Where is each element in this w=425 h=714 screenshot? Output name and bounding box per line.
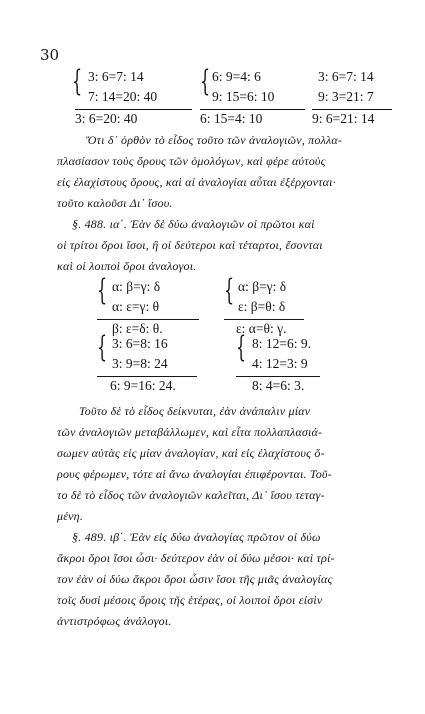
table2-left-result: β: ε=δ: θ.	[112, 321, 163, 336]
left-brace: {	[72, 64, 83, 98]
text-line: τῶν ἀναλογιῶν μεταβάλλωμεν, καὶ εἶτα πολλαπλασιά-	[57, 425, 323, 439]
table3-right-row-b: 4: 12=3: 9	[252, 356, 308, 371]
text-line: Ὅτι δ᾽ ὀρθὸν τὸ εἶδος τοῦτο τῶν ἀναλογιῶν, πολλα-	[86, 133, 343, 147]
table2-right-row-a: α: β=γ: δ	[238, 279, 287, 294]
page-number: 30	[40, 46, 60, 64]
text-line: ρους φέρωμεν, τότε αἱ ἄνω ἀναλογίαι ἐπιφέρονται. Τοῦ-	[57, 467, 332, 481]
table3-right-row-a: 8: 12=6: 9.	[252, 336, 311, 351]
text-line: Τοῦτο δὲ τὸ εἶδος δείκνυται, ἐὰν ἀνάπαλιν μίαν	[79, 404, 311, 418]
text-line: οἱ τρίτοι ὅροι ἴσοι, ἢ οἱ δεύτεροι καὶ τέταρτοι, ἔσονται	[57, 238, 323, 252]
table1-mid-row-b: 9: 15=6: 10	[212, 89, 275, 104]
table1-right-row-a: 3: 6=7: 14	[318, 69, 374, 84]
section-heading-489: §. 489. ιβ΄. Ἐὰν εἰς δύω ἀναλογίας πρῶτον οἱ δύω	[72, 530, 321, 544]
right-brace: {	[236, 330, 247, 364]
right-brace: {	[224, 273, 235, 307]
table2-left-row-b: α: ε=γ: θ	[112, 299, 160, 314]
middle-brace: {	[200, 64, 211, 98]
table1-left-result: 3: 6=20: 40	[75, 111, 138, 126]
table1-left-row-b: 7: 14=20: 40	[88, 89, 158, 104]
left-brace: {	[97, 330, 108, 364]
text-line: πλασίασον τοὺς ὅρους τῶν ὁμολόγων, καὶ φέρε αὐτοὺς	[57, 154, 326, 168]
text-line: ἀντιστρόφως ἀνάλογοι.	[57, 614, 172, 628]
table2-left-row-a: α: β=γ: δ	[112, 279, 161, 294]
table2-right-row-b: ε: β=θ: δ	[238, 299, 286, 314]
table3-left-row-b: 3: 9=8: 24	[112, 356, 168, 371]
table1-right-result: 9: 6=21: 14	[312, 111, 375, 126]
table1-right-row-b: 9: 3=21: 7	[318, 89, 374, 104]
text-line: καὶ οἱ λοιποὶ ὅροι ἀναλογοι.	[57, 259, 197, 273]
section-heading-488: §. 488. ια΄. Ἐὰν δὲ δύω ἀναλογιῶν οἱ πρῶτοι καὶ	[72, 217, 315, 231]
table1-mid-result: 6: 15=4: 10	[200, 111, 263, 126]
text-line: εἰς ἐλαχίστους ὅρους, καὶ αἱ ἀναλογίαι αὗται ἐξέρχονται·	[57, 175, 336, 189]
table1-left-row-a: 3: 6=7: 14	[88, 69, 144, 84]
text-line: τοῖς δυσὶ μέσοις ὅροις τῆς ἑτέρας, οἱ λοιποὶ ὅροι εἰσὶν	[57, 593, 323, 607]
table3-right-result: 8: 4=6: 3.	[252, 378, 305, 393]
text-line: τοῦτο καλοῦσι Δι᾽ ἴσου.	[57, 196, 173, 210]
text-line: σωμεν αὐτὰς εἰς μίαν ἀναλογίαν, καὶ εἰς ἐλαχίστους ὅ-	[57, 446, 325, 460]
left-brace: {	[97, 273, 108, 307]
text-line: τον ἐὰν οἱ δύω ἄκροι ὅροι ὦσιν ἴσοι τῆς μιᾶς ἀναλογίας	[57, 572, 333, 586]
table3-left-result: 6: 9=16: 24.	[110, 378, 176, 393]
table3-left-row-a: 3: 6=8: 16	[112, 336, 168, 351]
text-line: το δὲ τὸ εἶδος τῶν ἀναλογιῶν καλεῖται, Δι᾽ ἴσου τεταγ-	[57, 488, 325, 502]
text-line: ἄκροι ὅροι ἴσοι ὦσι· δεύτερον ἐὰν οἱ δύω μέσοι· καὶ τρί-	[57, 551, 335, 565]
text-line: μένη.	[57, 509, 84, 523]
table1-mid-row-a: 6: 9=4: 6	[212, 69, 261, 84]
table2-right-result: ε: α=θ: γ.	[236, 321, 287, 336]
